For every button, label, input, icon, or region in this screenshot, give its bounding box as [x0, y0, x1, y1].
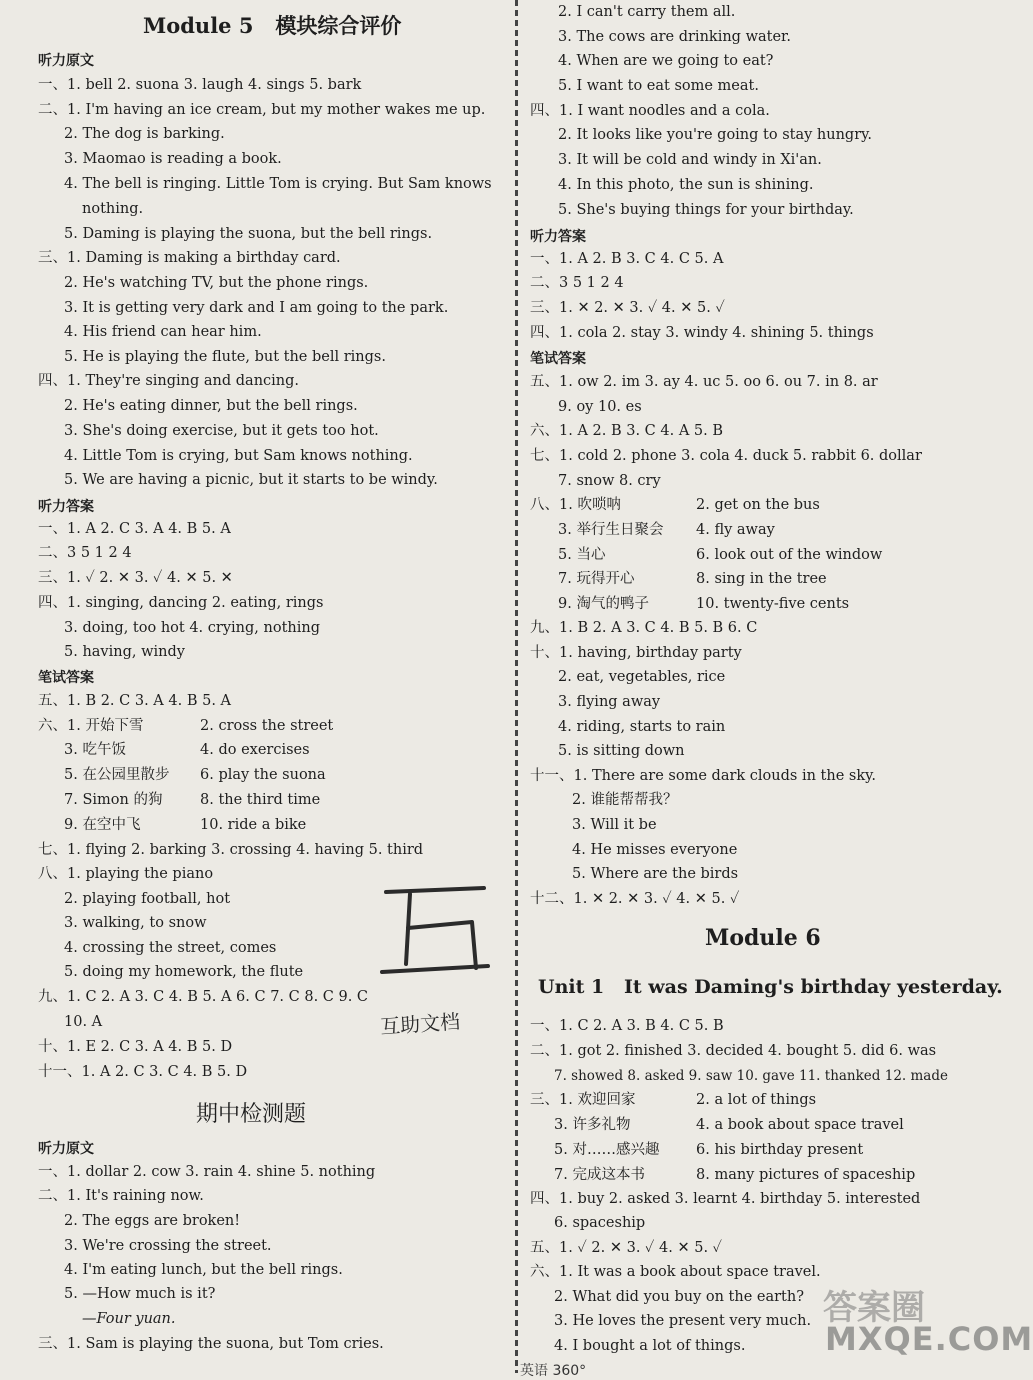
answer-line: 3. doing, too hot 4. crying, nothing — [64, 620, 320, 636]
answer-line: 一、1. bell 2. suona 3. laugh 4. sings 5. bark — [38, 77, 362, 93]
answer-line: 一、1. C 2. A 3. B 4. C 5. B — [530, 1018, 724, 1034]
answer-line: 五、1. B 2. C 3. A 4. B 5. A — [38, 693, 232, 709]
answer-line: 七、1. flying 2. barking 3. crossing 4. having 5. third — [38, 842, 424, 858]
answer-line: 3. She's doing exercise, but it gets too hot. — [64, 423, 379, 439]
answer-line: 8. the third time — [200, 792, 321, 808]
answer-line: 2. get on the bus — [696, 497, 820, 513]
watermark-logo: 答案圈 — [823, 1288, 925, 1328]
module5-title — [143, 10, 401, 40]
answer-line: 5. I want to eat some meat. — [558, 78, 759, 94]
answer-line: 5. 当心 — [558, 547, 606, 563]
answer-line: 8. many pictures of spaceship — [696, 1167, 916, 1183]
answer-line: 九、1. B 2. A 3. C 4. B 5. B 6. C — [530, 620, 758, 636]
answer-line: 十一、1. There are some dark clouds in the sky. — [530, 768, 876, 784]
answer-line: 3. flying away — [558, 694, 661, 710]
answer-line: 二、3 5 1 2 4 — [38, 545, 132, 561]
answer-line: 7. 完成这本书 — [554, 1167, 645, 1183]
answer-line: 10. ride a bike — [200, 817, 307, 833]
answer-line: 六、1. 开始下雪 — [38, 718, 144, 734]
module6-title: Module 6 — [705, 925, 821, 951]
answer-line: 2. I can't carry them all. — [558, 4, 736, 20]
answer-line: 一、1. A 2. B 3. C 4. C 5. A — [530, 251, 724, 267]
answer-line: 四、1. cola 2. stay 3. windy 4. shining 5. things — [530, 325, 874, 341]
answer-line: 2. The eggs are broken! — [64, 1213, 241, 1229]
answer-line: 4. I bought a lot of things. — [554, 1338, 746, 1354]
answer-line: 七、1. cold 2. phone 3. cola 4. duck 5. rabbit 6. dollar — [530, 448, 922, 464]
answer-line: 3. walking, to snow — [64, 915, 207, 931]
answer-line: 3. Will it be — [572, 817, 657, 833]
answer-line: 4. crossing the street, comes — [64, 940, 277, 956]
answer-line: 三、1. ✓ 2. ✕ 3. ✓ 4. ✕ 5. ✕ — [38, 570, 233, 586]
answer-line: 3. We're crossing the street. — [64, 1238, 272, 1254]
answer-line: 4. He misses everyone — [572, 842, 738, 858]
answer-line: 二、1. I'm having an ice cream, but my mother wakes me up. — [38, 102, 486, 118]
section-heading: 听力答案 — [38, 499, 94, 515]
section-heading: 笔试答案 — [530, 351, 586, 367]
answer-line: 三、1. 欢迎回家 — [530, 1092, 636, 1108]
answer-line: 4. a book about space travel — [696, 1117, 904, 1133]
column-divider — [515, 0, 518, 1373]
answer-line: 二、3 5 1 2 4 — [530, 275, 624, 291]
answer-line: 3. He loves the present very much. — [554, 1313, 812, 1329]
answer-line: 5. 在公园里散步 — [64, 767, 170, 783]
answer-line: 4. do exercises — [200, 742, 310, 758]
answer-line: 4. Little Tom is crying, but Sam knows nothing. — [64, 448, 413, 464]
answer-line: 4. fly away — [696, 522, 775, 538]
module5-title-cn: 模块综合评价 — [275, 14, 402, 38]
answer-line: 3. 举行生日聚会 — [558, 522, 664, 538]
answer-line: 7. 玩得开心 — [558, 571, 635, 587]
answer-line: 7. Simon 的狗 — [64, 792, 163, 808]
answer-line: 5. Where are the birds — [572, 866, 739, 882]
answer-line: 5. We are having a picnic, but it starts to be windy. — [64, 472, 438, 488]
answer-line: 4. In this photo, the sun is shining. — [558, 177, 814, 193]
answer-line: 2. 谁能帮帮我？ — [572, 792, 678, 808]
answer-line: 四、1. buy 2. asked 3. learnt 4. birthday 5. interested — [530, 1191, 921, 1207]
answer-line: 7. showed 8. asked 9. saw 10. gave 11. thanked 12. made — [554, 1068, 948, 1084]
answer-line: 4. riding, starts to rain — [558, 719, 726, 735]
answer-line: 3. It will be cold and windy in Xi'an. — [558, 152, 822, 168]
answer-line: 三、1. Sam is playing the suona, but Tom cries. — [38, 1336, 384, 1352]
answer-line: 十、1. E 2. C 3. A 4. B 5. D — [38, 1039, 233, 1055]
answer-line: 4. The bell is ringing. Little Tom is crying. But Sam knows — [64, 176, 492, 192]
answer-line: 5. 对……感兴趣 — [554, 1142, 660, 1158]
answer-line: 三、1. ✕ 2. ✕ 3. ✓ 4. ✕ 5. ✓ — [530, 300, 725, 316]
answer-line: nothing. — [82, 201, 144, 217]
answer-line: 十二、1. ✕ 2. ✕ 3. ✓ 4. ✕ 5. ✓ — [530, 891, 740, 907]
answer-line: 八、1. playing the piano — [38, 866, 214, 882]
answer-line: 五、1. ow 2. im 3. ay 4. uc 5. oo 6. ou 7. in 8. ar — [530, 374, 878, 390]
answer-line: 6. look out of the window — [696, 547, 883, 563]
answer-line: 4. When are we going to eat? — [558, 53, 774, 69]
answer-line: 十一、1. A 2. C 3. C 4. B 5. D — [38, 1064, 248, 1080]
watermark-site: MXQE.COM — [825, 1320, 1033, 1358]
answer-line: 一、1. A 2. C 3. A 4. B 5. A — [38, 521, 231, 537]
section-heading: 笔试答案 — [38, 670, 94, 686]
answer-line: 八、1. 吹唢呐 — [530, 497, 621, 513]
handwritten-stamp — [370, 880, 520, 1050]
answer-line: 一、1. dollar 2. cow 3. rain 4. shine 5. nothing — [38, 1164, 376, 1180]
answer-line: 3. The cows are drinking water. — [558, 29, 791, 45]
answer-line: 四、1. singing, dancing 2. eating, rings — [38, 595, 324, 611]
module5-title-en: Module 5 — [143, 13, 254, 38]
answer-line: 6. play the suona — [200, 767, 326, 783]
unit1-title: It was Daming's birthday yesterday. — [624, 976, 1003, 998]
stamp-glyph-icon — [380, 882, 490, 982]
answer-line: 7. snow 8. cry — [558, 473, 661, 489]
answer-line: 2. He's watching TV, but the phone rings. — [64, 275, 369, 291]
answer-line: 9. 淘气的鸭子 — [558, 596, 649, 612]
answer-line: 8. sing in the tree — [696, 571, 827, 587]
answer-line: 四、1. I want noodles and a cola. — [530, 103, 770, 119]
page-footer: 英语 360° — [520, 1363, 587, 1379]
section-heading: 听力答案 — [530, 229, 586, 245]
answer-line: 5. She's buying things for your birthday. — [558, 202, 854, 218]
answer-line: 2. cross the street — [200, 718, 334, 734]
answer-line: 九、1. C 2. A 3. C 4. B 5. A 6. C 7. C 8. C 9. C — [38, 989, 369, 1005]
answer-line: 六、1. It was a book about space travel. — [530, 1264, 821, 1280]
answer-line: 2. The dog is barking. — [64, 126, 225, 142]
section-heading: 听力原文 — [38, 53, 94, 69]
answer-line: 3. 吃午饭 — [64, 742, 126, 758]
answer-line: 4. His friend can hear him. — [64, 324, 262, 340]
unit1-label: Unit 1 — [538, 976, 605, 998]
answer-line: 3. Maomao is reading a book. — [64, 151, 282, 167]
answer-line: 十、1. having, birthday party — [530, 645, 742, 661]
answer-line: 9. oy 10. es — [558, 399, 642, 415]
answer-line: 3. 许多礼物 — [554, 1117, 631, 1133]
answer-line: 5. Daming is playing the suona, but the bell rings. — [64, 226, 433, 242]
answer-line: 5. doing my homework, the flute — [64, 964, 304, 980]
answer-line: 2. It looks like you're going to stay hungry. — [558, 127, 873, 143]
answer-line: 2. a lot of things — [696, 1092, 817, 1108]
answer-line: 9. 在空中飞 — [64, 817, 141, 833]
midterm-title: 期中检测题 — [196, 1102, 307, 1127]
answer-line: 5. He is playing the flute, but the bell rings. — [64, 349, 386, 365]
stamp-text: 互助文档 — [379, 1009, 461, 1039]
answer-line: 4. I'm eating lunch, but the bell rings. — [64, 1262, 343, 1278]
answer-line: 5. —How much is it? — [64, 1286, 216, 1302]
answer-line: 2. eat, vegetables, rice — [558, 669, 726, 685]
answer-line: 二、1. It's raining now. — [38, 1188, 204, 1204]
answer-line: 3. It is getting very dark and I am going to the park. — [64, 300, 449, 316]
answer-line: 6. his birthday present — [696, 1142, 864, 1158]
answer-line: 10. twenty-five cents — [696, 596, 850, 612]
answer-line: 五、1. ✓ 2. ✕ 3. ✓ 4. ✕ 5. ✓ — [530, 1240, 723, 1256]
answer-line: 六、1. A 2. B 3. C 4. A 5. B — [530, 423, 724, 439]
answer-line: 三、1. Daming is making a birthday card. — [38, 250, 341, 266]
answer-line: 6. spaceship — [554, 1215, 646, 1231]
watermark — [815, 1280, 1033, 1370]
answer-line: 2. What did you buy on the earth? — [554, 1289, 804, 1305]
answer-line: 四、1. They're singing and dancing. — [38, 373, 300, 389]
answer-line: 10. A — [64, 1014, 103, 1030]
section-heading: 听力原文 — [38, 1141, 94, 1157]
answer-line: 5. having, windy — [64, 644, 185, 660]
answer-line: 5. is sitting down — [558, 743, 685, 759]
answer-line: 2. He's eating dinner, but the bell rings. — [64, 398, 358, 414]
answer-line: 2. playing football, hot — [64, 891, 231, 907]
answer-line: —Four yuan. — [82, 1311, 176, 1327]
answer-line: 二、1. got 2. finished 3. decided 4. bought 5. did 6. was — [530, 1043, 937, 1059]
